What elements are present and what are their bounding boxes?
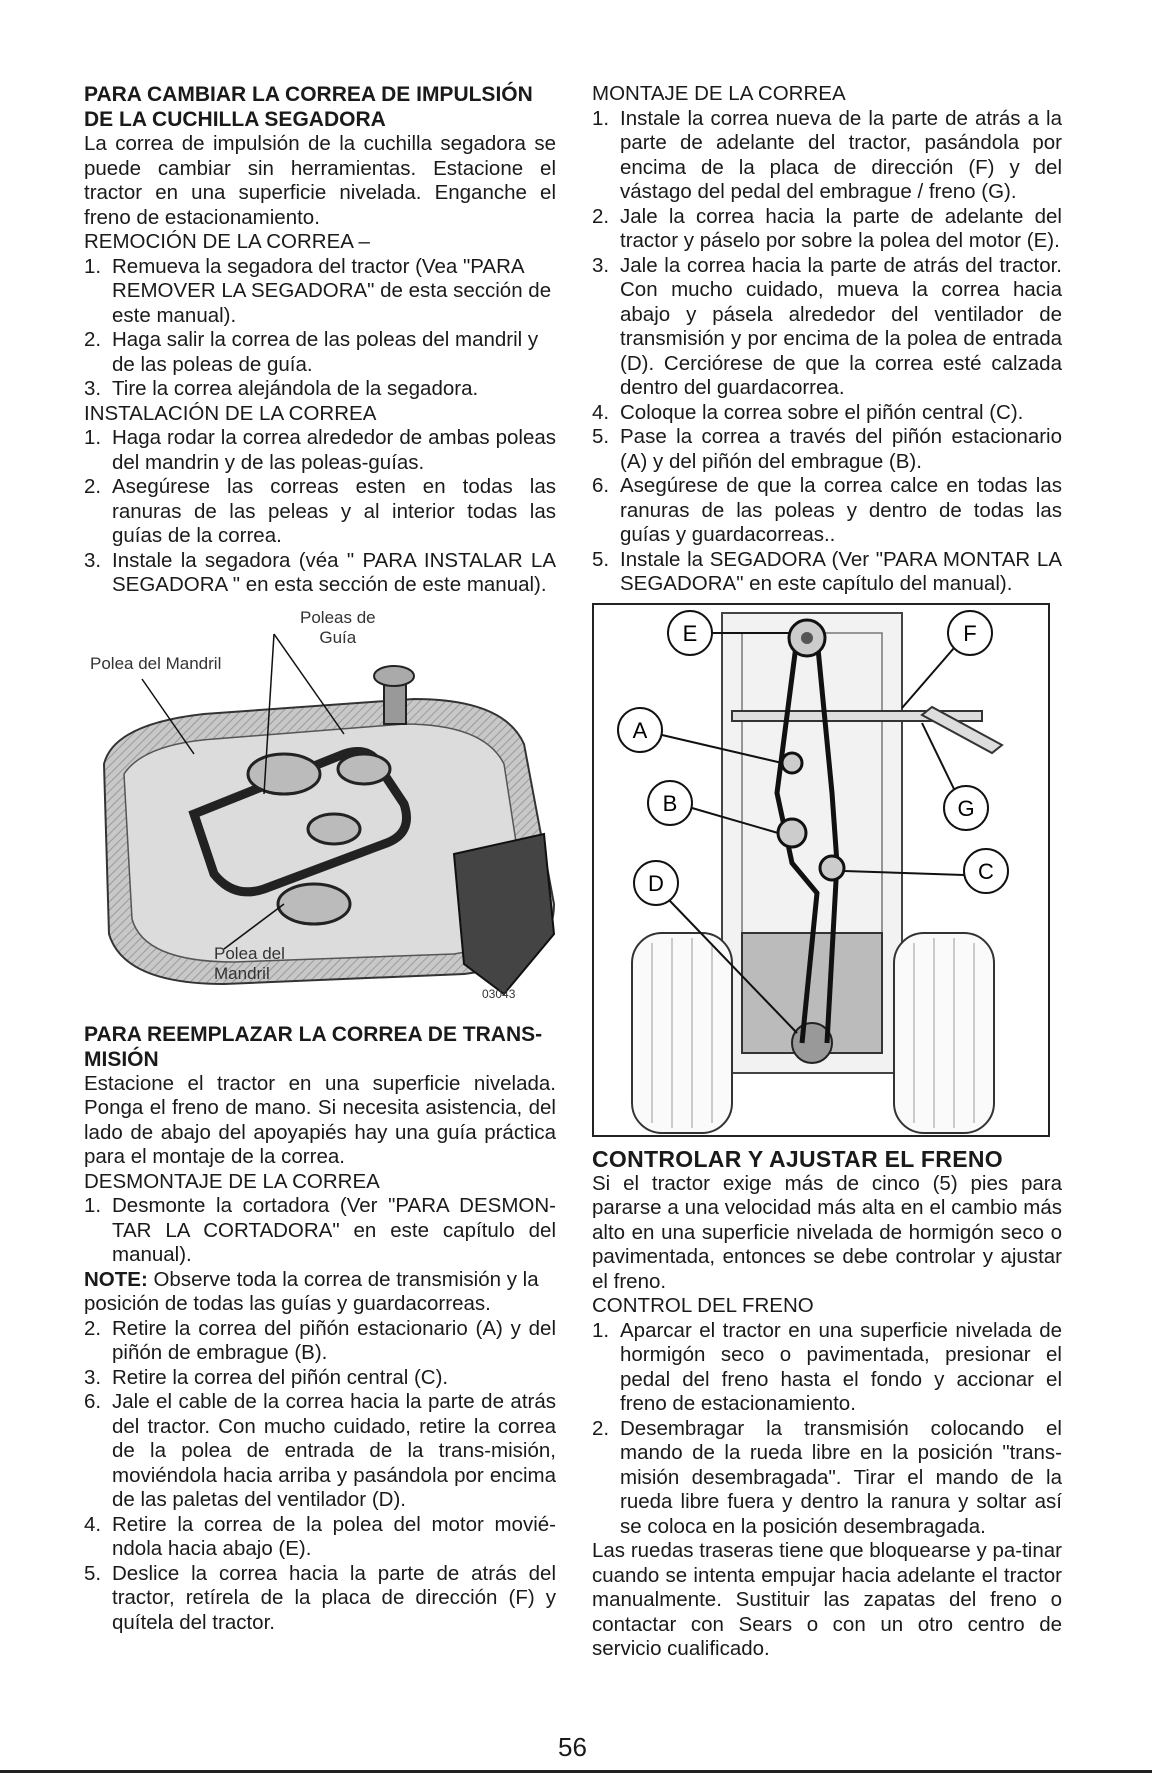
- list-item: 4. Retire la correa de la polea del motor movié-ndola hacia abajo (E).: [84, 1512, 556, 1560]
- list-item: 5. Pase la correa a través del piñón estacionario (A) y del piñón del embrague (B).: [592, 425, 1062, 473]
- note-paragraph: NOTE: Observe toda la correa de transmisión y la posición de todas las guías y guardacorreas.: [84, 1267, 539, 1315]
- callout-C-text: C: [978, 858, 994, 884]
- page-number: 56: [558, 1732, 587, 1762]
- callout-E-text: E: [682, 620, 698, 646]
- belt-routing-illustration: [592, 603, 1050, 1137]
- callout-A-text: A: [632, 717, 648, 743]
- dismount-title: DESMONTAJE DE LA CORREA: [84, 1169, 380, 1193]
- install-title: INSTALACIÓN DE LA CORREA: [84, 401, 377, 425]
- list-item: 6. Asegúrese de que la correa calce en todas las ranuras de las poleas y dentro de todas las guías y guardacorreas..: [592, 474, 1062, 546]
- callout-G-text: G: [957, 795, 975, 821]
- cutter-belt-intro: La correa de impulsión de la cuchilla segadora se puede cambiar sin herramientas. Estacione el tractor en una superficie nivelada. Enganche el freno de estacionamiento.: [84, 132, 556, 229]
- section-title-cutter-belt: PARA CAMBIAR LA CORREA DE IMPULSIÓN DE LA CUCHILLA SEGADORA: [84, 83, 533, 131]
- section-title-brake: CONTROLAR Y AJUSTAR EL FRENO: [592, 1145, 1003, 1172]
- list-item: 2. Retire la correa del piñón estacionario (A) y del piñón de embrague (B).: [84, 1316, 556, 1364]
- brake-control-title: CONTROL DEL FRENO: [592, 1294, 814, 1317]
- dismount-steps: [84, 1317, 556, 1636]
- list-item: 1. Aparcar el tractor en una superficie nivelada de hormigón seco o pavimentada, presionar el pedal del freno hasta el fondo y accionar el freno de estacionamiento.: [592, 1318, 1062, 1415]
- list-item: 1. Desmonte la cortadora (Ver "PARA DESMON-TAR LA CORTADORA" en este capítulo del manual).: [84, 1194, 556, 1266]
- list-item: 2. Desembragar la transmisión colocando el mando de la rueda libre en la posición "trans-misión desembragada". Tirar el mando de la rueda libre fuera y dentro la ranura y soltar así se coloca en la posición desembragada.: [592, 1416, 1062, 1538]
- list-item: 1. Remueva la segadora del tractor (Vea "PARA REMOVER LA SEGADORA" de esta sección de este manual).: [84, 254, 552, 327]
- list-item: 1. Instale la correa nueva de la parte de atrás a la parte de adelante del tractor, pasándola por encima de la placa de dirección (F) y del vástago del pedal del embrague / freno (G).: [592, 106, 1062, 203]
- callout-B-text: B: [662, 790, 678, 816]
- list-item: 2. Jale la correa hacia la parte de adelante del tractor y páselo por sobre la polea del motor (E).: [592, 204, 1062, 252]
- list-item: 5. Deslice la correa hacia la parte de atrás del tractor, retírela de la placa de dirección (F) y quítela del tractor.: [84, 1561, 556, 1634]
- figure-code: 03043: [482, 986, 516, 1001]
- list-item: 3. Jale la correa hacia la parte de atrás del tractor. Con mucho cuidado, mueva la correa hacia abajo y pásela alrededor del ventilador de transmisión y por encima de la polea de entrada (D). Cerciórese de que la correa esté calzada dentro del guardacorrea.: [592, 253, 1062, 399]
- callout-F-text: F: [963, 620, 977, 646]
- right-column: [592, 82, 1062, 1662]
- removal-steps: [84, 255, 556, 402]
- belt-routing-figure: [592, 603, 1062, 1137]
- brake-steps: [592, 1319, 1062, 1540]
- list-item: 6. Jale el cable de la correa hacia la parte de atrás del tractor. Con mucho cuidado, retire la correa de la polea de entrada de la trans-misión, moviéndola hacia arriba y pasándola por encima de las paletas del ventilador (D).: [84, 1390, 556, 1511]
- section-title-transmission-belt: PARA REEMPLAZAR LA CORREA DE TRANS-MISIÓN: [84, 1022, 543, 1071]
- dismount-step-1: [84, 1194, 556, 1268]
- callout-D-text: D: [648, 870, 664, 896]
- list-item: 3. Retire la correa del piñón central (C).: [84, 1365, 449, 1389]
- list-item: 1. Haga rodar la correa alrededor de ambas poleas del mandrin y de las poleas-guías.: [84, 426, 556, 474]
- list-item: 2. Asegúrese las correas esten en todas las ranuras de las peleas y al interior todas las guías de la correa.: [84, 475, 556, 547]
- install-steps: [84, 426, 556, 598]
- mower-deck-figure: [84, 604, 556, 1014]
- list-item: 5. Instale la SEGADORA (Ver "PARA MONTAR LA SEGADORA" en este capítulo del manual).: [592, 547, 1062, 595]
- list-item: 2. Haga salir la correa de las poleas del mandril y de las poleas de guía.: [84, 328, 539, 376]
- bottom-divider: [0, 1770, 1152, 1773]
- list-item: 3. Instale la segadora (véa " PARA INSTALAR LA SEGADORA " en esta sección de este manual).: [84, 548, 556, 596]
- list-item: 3. Tire la correa alejándola de la segadora.: [84, 377, 479, 400]
- brake-intro: Si el tractor exige más de cinco (5) pies para pararse a una velocidad más alta en el cambio más alto en una superficie nivelada de hormigón seco o pavimentada, entonces se debe controlar y ajustar el freno.: [592, 1171, 1062, 1293]
- brake-outro: Las ruedas traseras tiene que bloquearse y pa-tinar cuando se intenta empujar hacia adelante el tractor manualmente. Sustituir las zapatas del freno o contactar con Sears o con un otro centro de servicio cualificado.: [592, 1539, 1062, 1660]
- guide-pulleys-label: Poleas de Guía: [300, 607, 376, 647]
- mount-steps: [592, 107, 1062, 597]
- transmission-belt-intro: Estacione el tractor en una superficie nivelada. Ponga el freno de mano. Si necesita asistencia, del lado de abajo del apoyapiés hay una guía práctica para el montaje de la correa.: [84, 1071, 556, 1168]
- mount-title: MONTAJE DE LA CORREA: [592, 82, 846, 105]
- removal-title: REMOCIÓN DE LA CORREA –: [84, 230, 370, 253]
- mandrel-pulley-label-bottom: Polea del Mandril: [214, 943, 285, 983]
- mandrel-pulley-label-top: Polea del Mandril: [90, 653, 222, 673]
- list-item: 4. Coloque la correa sobre el piñón central (C).: [592, 400, 1024, 424]
- left-column: [84, 82, 556, 1635]
